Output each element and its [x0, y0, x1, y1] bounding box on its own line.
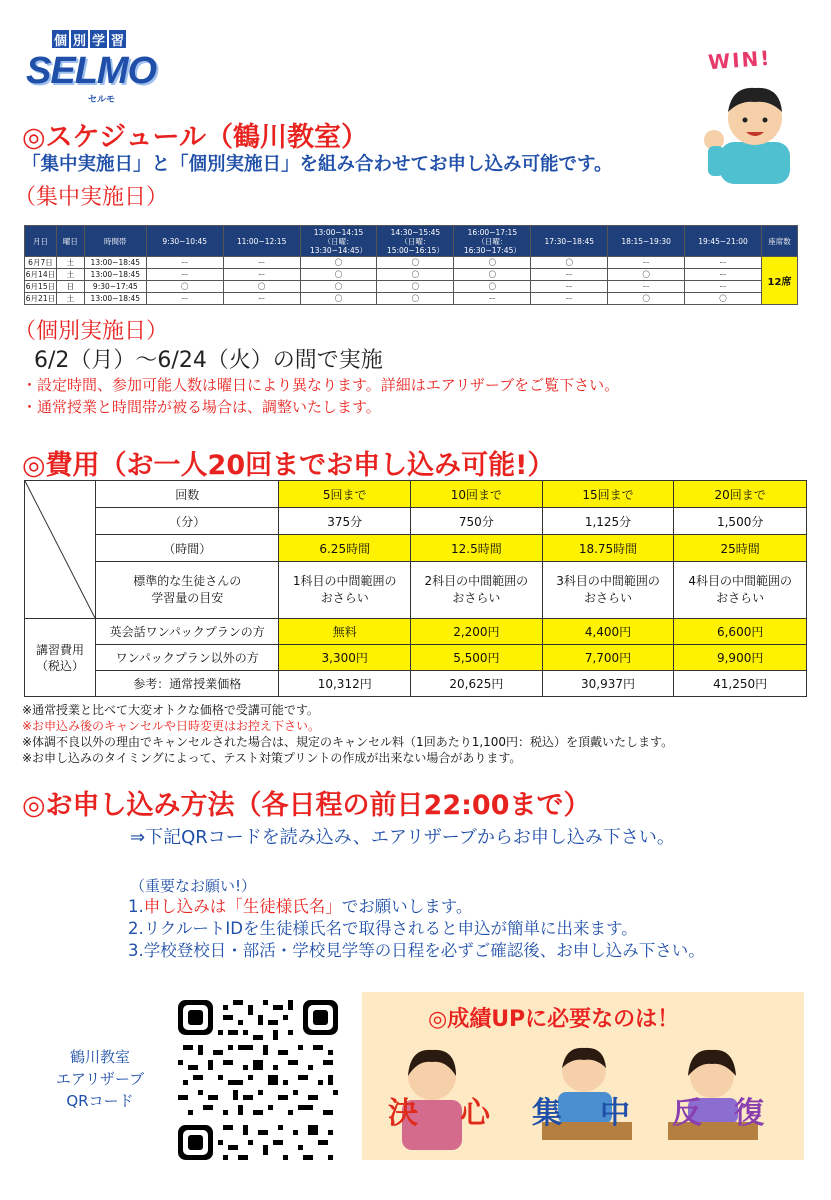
- fee-row: [25, 508, 807, 535]
- col-header: 9:30−10:45: [146, 226, 223, 257]
- day-cell: 土: [56, 269, 84, 281]
- item-text: でお願いします。: [341, 897, 473, 916]
- time-cell: 13:00−18:45: [84, 293, 146, 305]
- fee-group-label: 講習費用 （税込）: [25, 619, 96, 697]
- slot-cell: ー: [146, 257, 223, 269]
- slot-cell: 〇: [454, 281, 531, 293]
- col-header: 14:30−15:45 （日曜：15:00−16:15）: [377, 226, 454, 257]
- fee-cell: 1,500分: [674, 508, 807, 535]
- fee-cell: 6.25時間: [279, 535, 411, 562]
- seat-count: 12席: [761, 257, 797, 305]
- day-cell: 土: [56, 257, 84, 269]
- item-number: 1.: [128, 897, 144, 916]
- students-illustration: [372, 1036, 792, 1156]
- slot-cell: ー: [531, 281, 608, 293]
- schedule-row: [25, 269, 798, 281]
- fee-cell: 7,700円: [542, 645, 674, 671]
- schedule-header-row: [25, 226, 798, 257]
- schedule-title: ◎スケジュール（鶴川教室）: [22, 122, 368, 153]
- col-header: 月日: [25, 226, 57, 257]
- fee-row: [25, 481, 807, 508]
- fee-cell: 41,250円: [674, 671, 807, 697]
- fee-cell: 1,125分: [542, 508, 674, 535]
- fee-cell: 750分: [411, 508, 543, 535]
- fee-row-label: 標準的な生徒さんの 学習量の目安: [96, 562, 279, 619]
- qr-caption: [40, 1046, 160, 1112]
- fee-cell: 10,312円: [279, 671, 411, 697]
- diagonal-cell: [25, 481, 96, 619]
- date-cell: 6月14日: [25, 270, 56, 279]
- slot-cell: ー: [146, 269, 223, 281]
- col-header: 11:00−12:15: [223, 226, 300, 257]
- schedule-row: [25, 293, 798, 305]
- fee-cell: 375分: [279, 508, 411, 535]
- fee-cell: 30,937円: [542, 671, 674, 697]
- fee-row-label: （分）: [96, 508, 279, 535]
- promo-word: 復: [734, 1096, 764, 1131]
- fee-cell: 20回まで: [674, 481, 807, 508]
- col-header: 曜日: [56, 226, 84, 257]
- time-cell: 13:00−18:45: [84, 269, 146, 281]
- slot-cell: ー: [454, 293, 531, 305]
- individual-period: 6/2（月）〜6/24（火）の間で実施: [34, 348, 383, 373]
- promo-word: 集: [532, 1096, 562, 1131]
- date-cell: 6月21日: [25, 294, 56, 303]
- slot-cell: 〇: [300, 293, 377, 305]
- slot-cell: 〇: [454, 257, 531, 269]
- slot-cell: ー: [531, 269, 608, 281]
- slot-cell: 〇: [608, 269, 685, 281]
- slot-cell: 〇: [300, 269, 377, 281]
- fee-row: [25, 535, 807, 562]
- fee-row-label: 英会話ワンパックプランの方: [96, 619, 279, 645]
- slot-cell: ー: [223, 269, 300, 281]
- fee-row: [25, 562, 807, 619]
- logo-char: 個: [52, 30, 69, 48]
- fee-cell: 1科目の中間範囲の おさらい: [279, 562, 411, 619]
- fee-cell: 5,500円: [411, 645, 543, 671]
- slot-cell: ー: [685, 281, 762, 293]
- fee-cell: 4科目の中間範囲の おさらい: [674, 562, 807, 619]
- individual-note: ・通常授業と時間帯が被る場合は、調整いたします。: [22, 398, 381, 416]
- col-header: 13:00−14:15 （日曜：13:30−14:45）: [300, 226, 377, 257]
- diagonal-line: [25, 481, 95, 618]
- fee-row: [25, 645, 807, 671]
- fee-cell: 3科目の中間範囲の おさらい: [542, 562, 674, 619]
- fee-table: [24, 480, 807, 697]
- slot-cell: ー: [146, 293, 223, 305]
- important-item-2: 2.リクルートIDを生徒様氏名で取得されると申込が簡単に出来ます。: [128, 919, 638, 938]
- logo-sub: セルモ: [88, 95, 116, 105]
- slot-cell: ー: [608, 281, 685, 293]
- fee-row-label: 参考：通常授業価格: [96, 671, 279, 697]
- fee-cell: 9,900円: [674, 645, 807, 671]
- fee-cell: 18.75時間: [542, 535, 674, 562]
- slot-cell: ー: [223, 293, 300, 305]
- slot-cell: 〇: [377, 269, 454, 281]
- slot-cell: ー: [608, 257, 685, 269]
- fee-cell: 12.5時間: [411, 535, 543, 562]
- col-header: 18:15−19:30: [608, 226, 685, 257]
- individual-heading: （個別実施日）: [14, 319, 169, 344]
- qr-code[interactable]: [178, 1000, 338, 1160]
- fee-cell: 5回まで: [279, 481, 411, 508]
- qr-caption-line: QRコード: [66, 1092, 134, 1110]
- fee-row: [25, 671, 807, 697]
- slot-cell: 〇: [300, 281, 377, 293]
- apply-title: ◎お申し込み方法（各日程の前日22:00まで）: [22, 790, 591, 821]
- fee-row-label: （時間）: [96, 535, 279, 562]
- schedule-row: [25, 257, 798, 269]
- col-header: 座席数: [761, 226, 797, 257]
- slot-cell: 〇: [377, 293, 454, 305]
- fee-row-label: 回数: [96, 481, 279, 508]
- fee-row-label: ワンパックプラン以外の方: [96, 645, 279, 671]
- promo-word: 中: [600, 1096, 630, 1131]
- promo-word: 決: [388, 1096, 418, 1131]
- fee-row: [25, 619, 807, 645]
- slot-cell: 〇: [377, 257, 454, 269]
- slot-cell: ー: [685, 257, 762, 269]
- logo: SELMO: [26, 50, 157, 92]
- fee-note: ※体調不良以外の理由でキャンセルされた場合は、規定のキャンセル料（1回あたり1,100円：税込）を頂戴いたします。: [22, 735, 674, 749]
- day-cell: 日: [56, 281, 84, 293]
- slot-cell: 〇: [454, 269, 531, 281]
- item-emphasis: 申し込みは「生徒様氏名」: [143, 897, 342, 916]
- win-text: WIN!: [707, 45, 773, 75]
- promo-title: ◎成績UPに必要なのは！: [428, 1007, 680, 1032]
- col-header: 17:30−18:45: [531, 226, 608, 257]
- slot-cell: 〇: [608, 293, 685, 305]
- date-cell: 6月15日: [25, 282, 56, 291]
- logo-top: [52, 30, 126, 48]
- intensive-heading: （集中実施日）: [14, 185, 169, 210]
- col-header: 時間帯: [84, 226, 146, 257]
- apply-instruction: ⇒下記QRコードを読み込み、エアリザーブからお申し込み下さい。: [130, 827, 675, 848]
- slot-cell: ー: [685, 269, 762, 281]
- fee-cell: 4,400円: [542, 619, 674, 645]
- slot-cell: 〇: [146, 281, 223, 293]
- day-cell: 土: [56, 293, 84, 305]
- fee-note: ※通常授業と比べて大変オトクな価格で受講可能です。: [22, 703, 319, 717]
- col-header: 19:45−21:00: [685, 226, 762, 257]
- schedule-subtitle: 「集中実施日」と「個別実施日」を組み合わせてお申し込み可能です。: [22, 154, 613, 175]
- promo-word: 心: [460, 1096, 490, 1131]
- fee-cell: 6,600円: [674, 619, 807, 645]
- fee-note: ※お申し込みのタイミングによって、テスト対策プリントの作成が出来ない場合があります。: [22, 751, 522, 765]
- col-header: 16:00−17:15 （日曜：16:30−17:45）: [454, 226, 531, 257]
- fee-cell: 20,625円: [411, 671, 543, 697]
- slot-cell: 〇: [223, 281, 300, 293]
- fee-cell: 10回まで: [411, 481, 543, 508]
- slot-cell: 〇: [531, 257, 608, 269]
- important-item-3: 3.学校登校日・部活・学校見学等の日程を必ずご確認後、お申し込み下さい。: [128, 941, 705, 960]
- important-heading: （重要なお願い!）: [130, 877, 257, 895]
- logo-char: 学: [90, 30, 107, 48]
- promo-word: 反: [672, 1096, 702, 1131]
- fee-cell: 無料: [279, 619, 411, 645]
- qr-caption-line: 鶴川教室: [69, 1048, 130, 1066]
- slot-cell: 〇: [300, 257, 377, 269]
- fee-cell: 25時間: [674, 535, 807, 562]
- schedule-table: [24, 225, 798, 305]
- slot-cell: ー: [223, 257, 300, 269]
- fees-title: ◎費用（お一人20回までお申し込み可能!）: [22, 450, 555, 481]
- slot-cell: ー: [531, 293, 608, 305]
- fee-cell: 2科目の中間範囲の おさらい: [411, 562, 543, 619]
- individual-note: ・設定時間、参加可能人数は曜日により異なります。詳細はエアリザーブをご覧下さい。: [22, 376, 620, 394]
- fee-cell: 2,200円: [411, 619, 543, 645]
- fee-cell: 15回まで: [542, 481, 674, 508]
- winner-boy-illustration: [700, 72, 810, 184]
- time-cell: 9:30−17:45: [84, 281, 146, 293]
- important-item-1: [128, 893, 472, 917]
- logo-char: 別: [71, 30, 88, 48]
- fee-cell: 3,300円: [279, 645, 411, 671]
- logo-char: 習: [109, 30, 126, 48]
- qr-caption-line: エアリザーブ: [55, 1070, 145, 1088]
- schedule-row: [25, 281, 798, 293]
- slot-cell: 〇: [377, 281, 454, 293]
- slot-cell: 〇: [685, 293, 762, 305]
- fee-note-warning: ※お申込み後のキャンセルや日時変更はお控え下さい。: [22, 719, 321, 733]
- time-cell: 13:00−18:45: [84, 257, 146, 269]
- date-cell: 6月7日: [25, 257, 57, 269]
